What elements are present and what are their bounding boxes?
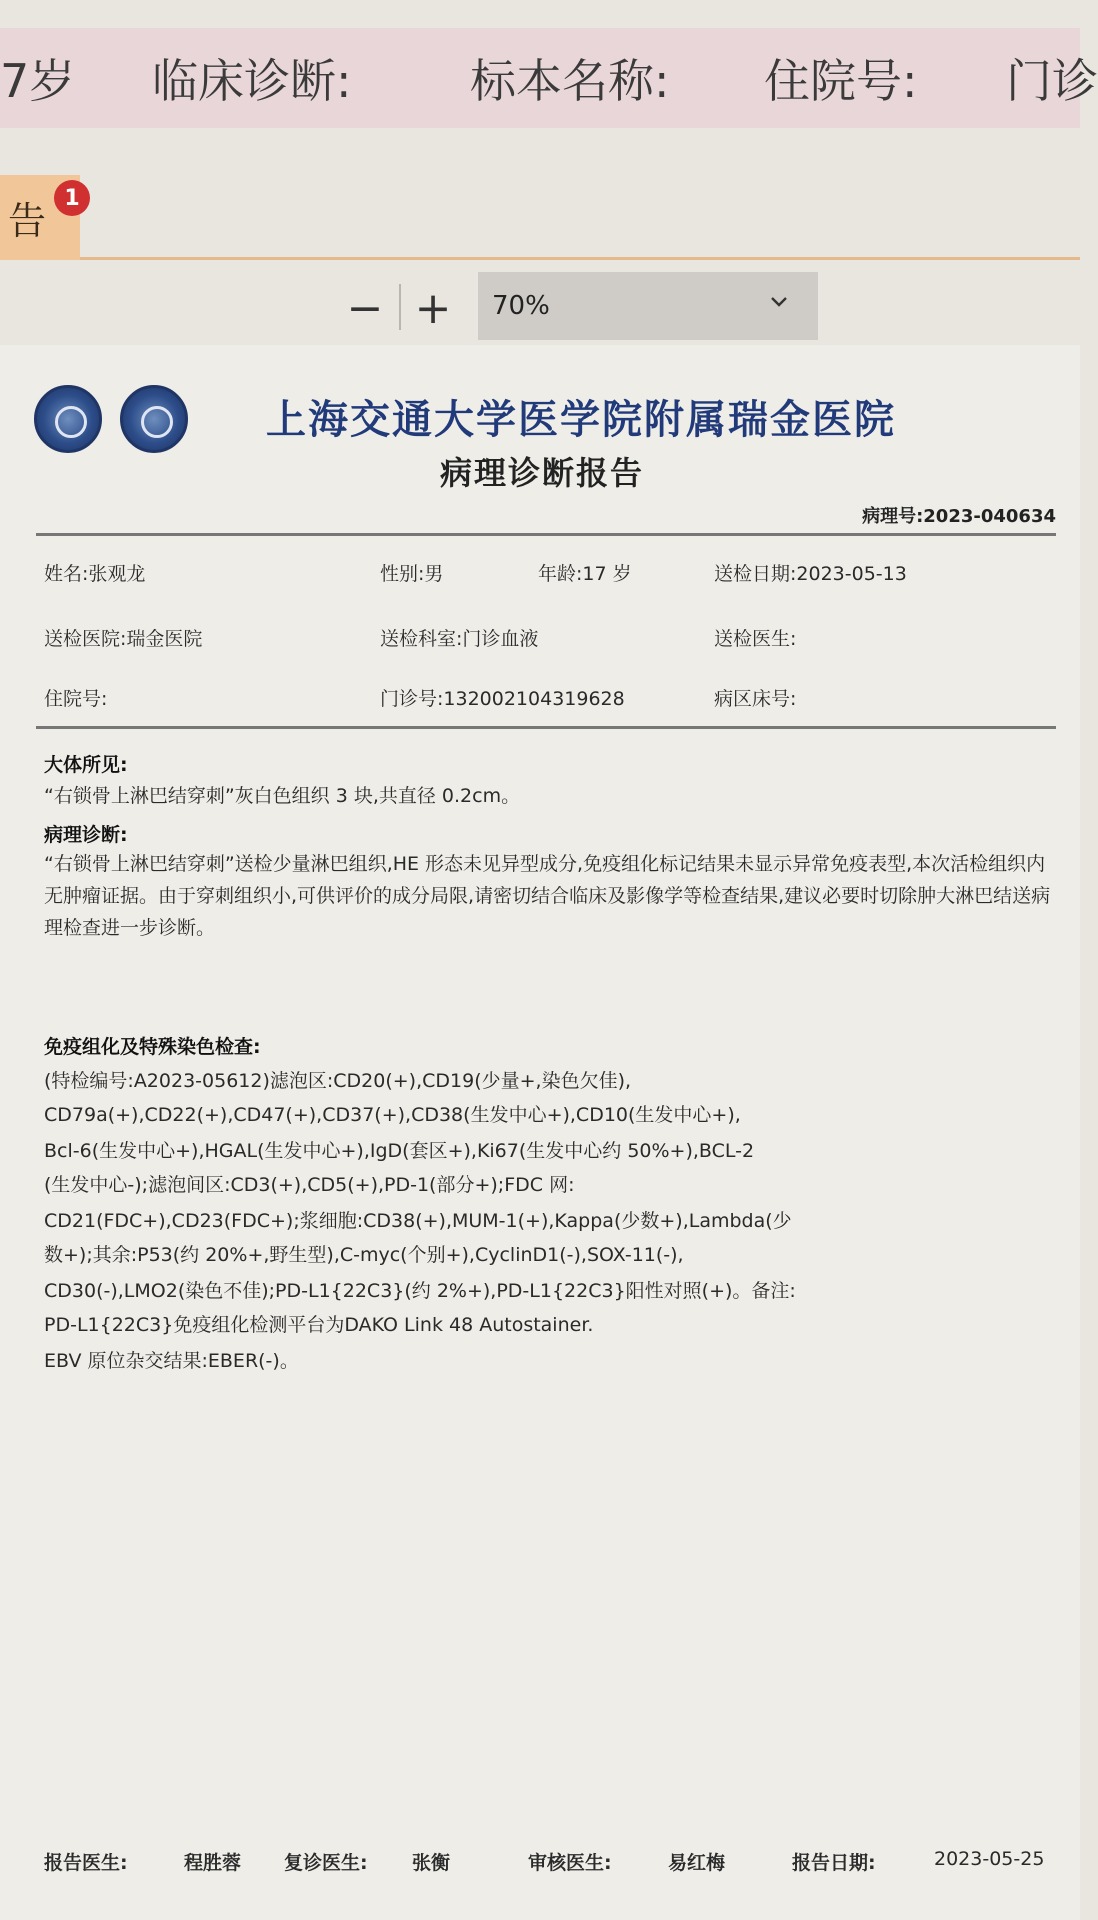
- summary-inpatient-no: 住院号:: [764, 54, 918, 108]
- ihc-line: 数+);其余:P53(约 20%+,野生型),C-myc(个别+),CyclinD1(-),SOX-11(-),: [44, 1244, 684, 1266]
- divider: [36, 726, 1056, 729]
- university-logo: [34, 385, 102, 453]
- review-doctor-label: 复诊医生:: [284, 1852, 368, 1874]
- patient-sex: 性别:男: [380, 563, 444, 585]
- ihc-line: CD30(-),LMO2(染色不佳);PD-L1{22C3}(约 2%+),PD-L1{22C3}阳性对照(+)。备注:: [44, 1280, 796, 1302]
- ihc-line: PD-L1{22C3}免疫组化检测平台为DAKO Link 48 Autostainer.: [44, 1314, 594, 1336]
- ward-bed-number: 病区床号:: [714, 688, 797, 710]
- patient-name: 姓名:张观龙: [44, 563, 146, 585]
- chevron-down-icon: [768, 290, 790, 320]
- summary-age: 7岁: [0, 54, 76, 108]
- tab-report-label: 告: [8, 199, 47, 243]
- diagnosis-title: 病理诊断:: [44, 824, 128, 846]
- gross-findings-text: “右锁骨上淋巴结穿刺”灰白色组织 3 块,共直径 0.2cm。: [44, 785, 521, 807]
- submit-date: 送检日期:2023-05-13: [714, 563, 907, 585]
- ihc-line: EBV 原位杂交结果:EBER(-)。: [44, 1350, 299, 1372]
- gross-findings-title: 大体所见:: [44, 754, 128, 776]
- hospital-logo: [120, 385, 188, 453]
- audit-doctor-label: 审核医生:: [528, 1852, 612, 1874]
- hospital-name: 上海交通大学医学院附属瑞金医院: [266, 397, 896, 443]
- ihc-line: Bcl-6(生发中心+),HGAL(生发中心+),IgD(套区+),Ki67(生发中心约 50%+),BCL-2: [44, 1140, 755, 1162]
- submitting-department: 送检科室:门诊血液: [380, 628, 539, 650]
- report-doctor-label: 报告医生:: [44, 1852, 128, 1874]
- report-doctor: 程胜蓉: [184, 1852, 242, 1874]
- pathology-number: 病理号:2023-040634: [862, 506, 1056, 527]
- ihc-line: CD21(FDC+),CD23(FDC+);浆细胞:CD38(+),MUM-1(+),Kappa(少数+),Lambda(少: [44, 1210, 792, 1232]
- summary-outpatient-no: 门诊: [1006, 54, 1098, 108]
- zoom-level-value: 70%: [492, 291, 550, 321]
- summary-specimen-name: 标本名称:: [470, 54, 670, 108]
- zoom-level-select[interactable]: [478, 272, 818, 340]
- outpatient-number: 门诊号:132002104319628: [380, 688, 625, 710]
- report-date-label: 报告日期:: [792, 1852, 876, 1874]
- submitting-hospital: 送检医院:瑞金医院: [44, 628, 203, 650]
- inpatient-number: 住院号:: [44, 688, 108, 710]
- ihc-line: CD79a(+),CD22(+),CD47(+),CD37(+),CD38(生发中心+),CD10(生发中心+),: [44, 1104, 741, 1126]
- ihc-line: (生发中心-);滤泡间区:CD3(+),CD5(+),PD-1(部分+);FDC 网:: [44, 1174, 575, 1196]
- summary-clinical-diagnosis: 临床诊断:: [152, 54, 352, 108]
- review-doctor: 张衡: [412, 1852, 451, 1874]
- ihc-title: 免疫组化及特殊染色检查:: [44, 1036, 261, 1058]
- report-date: 2023-05-25: [934, 1848, 1045, 1870]
- diagnosis-text: “右锁骨上淋巴结穿刺”送检少量淋巴组织,HE 形态未见异型成分,免疫组化标记结果未显示异常免疫表型,本次活检组织内无肿瘤证据。由于穿刺组织小,可供评价的成分局限,请密切结合临床及影像学等检查结果,建议必要时切除肿大淋巴结送病理检查进一步诊断。: [44, 853, 1051, 939]
- divider: [36, 533, 1056, 536]
- submitting-doctor: 送检医生:: [714, 628, 797, 650]
- report-title: 病理诊断报告: [440, 454, 645, 492]
- notification-badge: 1: [54, 180, 90, 216]
- zoom-in-button[interactable]: +: [414, 282, 452, 334]
- patient-age: 年龄:17 岁: [538, 563, 632, 585]
- tab-strip: [0, 175, 1080, 260]
- ihc-line: (特检编号:A2023-05612)滤泡区:CD20(+),CD19(少量+,染色欠佳),: [44, 1070, 632, 1092]
- zoom-out-button[interactable]: −: [346, 282, 384, 334]
- audit-doctor: 易红梅: [668, 1852, 726, 1874]
- patient-summary-bar: [0, 28, 1098, 128]
- toolbar-divider: [399, 284, 401, 330]
